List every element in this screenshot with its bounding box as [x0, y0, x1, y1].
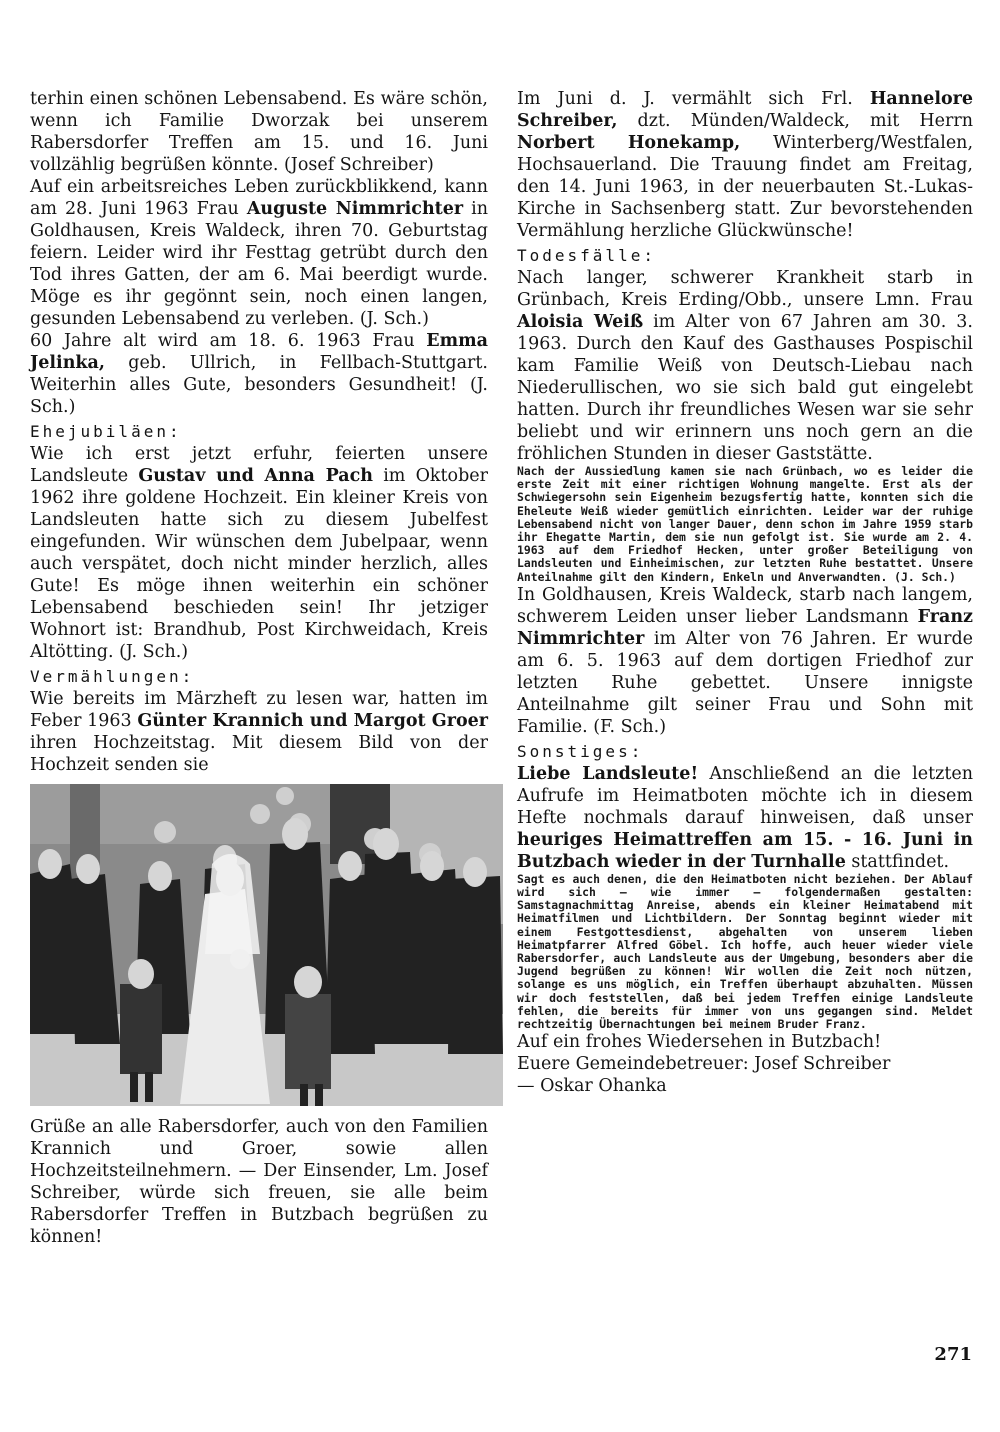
bold-text: heuriges Heimattreffen am 15. - 16. Juni in Butzbach wieder in der Turnhalle	[517, 829, 973, 872]
bold-text: Liebe Landsleute!	[517, 763, 699, 784]
section-heading-todesfaelle: Todesfälle:	[517, 246, 656, 265]
wedding-group-photo-icon	[30, 784, 503, 1106]
person-name: Hannelore Schreiber,	[517, 89, 973, 131]
person-name: Emma Jelinka,	[30, 331, 488, 373]
right-column	[517, 88, 973, 1097]
paragraph-wedding-krannich	[30, 688, 488, 776]
paragraph-farewell: Auf ein frohes Wiedersehen in Butzbach!	[517, 1032, 882, 1053]
text-segment: Wie bereits im Märzheft zu lesen war, hatten im Feber 1963	[30, 689, 488, 731]
paragraph-birthday-jelinka	[30, 330, 488, 418]
text-segment: im Alter von 67 Jahren am 30. 3. 1963. Durch den Kauf des Gasthauses Pospischil kam Familie Weiß von Deutsch-Liebau nach Niederullischen, wo sie sich bald gut eingelebt hatten. Durch ihr freundliches Wesen war sie sehr beliebt und wir erinnern uns noch gern an die fröhlichen Stunden in dieser Gaststätte.	[517, 312, 973, 464]
section-heading-vermaehlungen: Vermählungen:	[30, 667, 195, 686]
paragraph-death-nimmrichter	[517, 584, 973, 738]
text-segment: Nach langer, schwerer Krankheit starb in Grünbach, Kreis Erding/Obb., unsere Lmn. Frau	[517, 268, 973, 310]
paragraph-greetings-krannich-groer: Grüße an alle Rabersdorfer, auch von den Familien Krannich und Groer, sowie allen Hochzeitsteilnehmern. — Der Einsender, Lm. Josef Schreiber, würde sich freuen, sie alle beim Rabersdorfer Treffen in Butzbach begrüßen zu können!	[30, 1117, 488, 1247]
person-name: Gustav und Anna Pach	[138, 466, 374, 486]
text-segment: dzt. Münden/Waldeck, mit Herrn	[617, 111, 973, 131]
text-segment: geb. Ullrich, in Fellbach-Stuttgart. Weiterhin alles Gute, besonders Gesundheit! (J. Sch.)	[30, 353, 488, 417]
section-heading-sonstiges: Sonstiges:	[517, 741, 644, 761]
page-number: 271	[934, 1344, 972, 1365]
wedding-group-photo	[30, 784, 503, 1106]
text-segment: Im Juni d. J. vermählt sich Frl.	[517, 89, 870, 109]
paragraph-birthday-nimmrichter	[30, 176, 488, 330]
small-print-weiss: Nach der Aussiedlung kamen sie nach Grünbach, wo es leider die erste Zeit mit einer richtigen Wohnung mangelte. Erst als der Schwiegersohn sein Eigenheim bezugsfertig hatte, konnten sich die Eheleute Weiß wieder gemütlich einrichten. Leider war der ruhige Lebensabend nicht von langer Dauer, denn schon im Jahre 1959 starb ihr Ehegatte Martin, dem sie nun gefolgt ist. Sie wurde am 2. 4. 1963 auf dem Friedhof Hecken, unter großer Beteiligung von Landsleuten und Einheimischen, zur letzten Ruhe bestattet. Unsere Anteilnahme gilt den Kindern, Enkeln und Anverwandten. (J. Sch.)	[517, 464, 973, 584]
person-name: Norbert Honekamp,	[517, 133, 741, 153]
text-segment: Auf ein arbeitsreiches Leben zurückblikkend, kann am 28. Juni 1963 Frau	[30, 177, 488, 219]
person-name: Günter Krannich und Margot Groer	[137, 711, 488, 731]
paragraph-dworzak: terhin einen schönen Lebensabend. Es wäre schön, wenn ich Familie Dworzak bei unserem Rabersdorfer Treffen am 15. und 16. Juni vollzählig begrüßen könnte. (Josef Schreiber)	[30, 89, 488, 175]
text-segment: Winterberg/Westfalen, Hochsauerland. Die Trauung findet am Freitag, den 14. Juni 1963, in der neuerbauten St.-Lukas-Kirche in Sachsenberg statt. Zur bevorstehenden Vermählung herzliche Glückwünsche!	[517, 133, 974, 241]
small-print-program: Sagt es auch denen, die den Heimatboten nicht beziehen. Der Ablauf wird sich — wie immer — folgendermaßen gestalten: Samstagnachmittag Anreise, abends ein kleiner Heimatabend mit Heimatfilmen und Lichtbildern. Der Sonntag beginnt wieder mit einem Festgottesdienst, abgehalten von unserem lieben Heimatpfarrer Alfred Göbel. Ich hoffe, auch heuer wieder viele Rabersdorfer, auch Landsleute aus der Umgebung, besonders aber die Jugend begrüßen zu können! Wir wollen die Zeit noch nützen, solange es uns möglich, ein Treffen überhaupt abzuhalten. Müssen wir doch feststellen, daß bei jedem Treffen einige Landsleute fehlen, die bereits für immer von uns gegangen sind. Meldet rechtzeitig Übernachtungen bei meinem Bruder Franz.	[517, 871, 973, 1032]
section-heading-ehejubilaen: Ehejubiläen:	[30, 422, 182, 441]
paragraph-heimattreffen	[517, 763, 973, 873]
person-name: Auguste Nimmrichter	[246, 199, 464, 219]
paragraph-signature: Euere Gemeindebetreuer: Josef Schreiber	[517, 1054, 891, 1075]
text-segment: Wie ich erst jetzt erfuhr, feierten unsere Landsleute	[30, 444, 488, 486]
text-segment: im Alter von 76 Jahren. Er wurde am 6. 5. 1963 auf dem dortigen Friedhof zur letzten Ruhe gebettet. Unsere innigste Anteilnahme gilt seiner Frau und Sohn mit Familie. (F. Sch.)	[517, 628, 973, 737]
text-segment: stattfindet.	[845, 851, 950, 872]
paragraph-signature-2: — Oskar Ohanka	[517, 1076, 667, 1097]
text-segment: In Goldhausen, Kreis Waldeck, starb nach langem, schwerem Leiden unser lieber Landsmann	[517, 584, 973, 627]
text-segment: Anschließend an die letzten Aufrufe im Heimatboten möchte ich in diesem Hefte nochmals darauf hinweisen, daß unser	[517, 763, 973, 828]
text-segment: 60 Jahre alt wird am 18. 6. 1963 Frau	[30, 331, 427, 351]
text-segment: ihren Hochzeitstag. Mit diesem Bild von der Hochzeit senden sie	[30, 733, 488, 775]
paragraph-death-weiss	[517, 267, 973, 465]
paragraph-wedding-schreiber	[517, 88, 973, 242]
paragraph-golden-wedding-pach	[30, 443, 488, 663]
person-name: Aloisia Weiß	[517, 312, 644, 332]
text-segment: im Oktober 1962 ihre goldene Hochzeit. Ein kleiner Kreis von Landsleuten hatte sich zu diesem Jubelfest eingefunden. Wir wünschen dem Jubelpaar, wenn auch verspätet, doch nicht minder herzlich, alles Gute! Es möge ihnen weiterhin ein schöner Lebensabend beschieden sein! Ihr jetziger Wohnort ist: Brandhub, Post Kirchweidach, Kreis Altötting. (J. Sch.)	[30, 466, 489, 662]
person-name: Franz Nimmrichter	[517, 606, 973, 649]
left-column	[30, 88, 488, 1248]
text-segment: in Goldhausen, Kreis Waldeck, ihren 70. Geburtstag feiern. Leider wird ihr Festtag getrübt durch den Tod ihres Gatten, der am 6. Mai beerdigt wurde. Möge es ihr gegönnt sein, noch einen langen, gesunden Lebensabend zu verleben. (J. Sch.)	[30, 199, 488, 329]
